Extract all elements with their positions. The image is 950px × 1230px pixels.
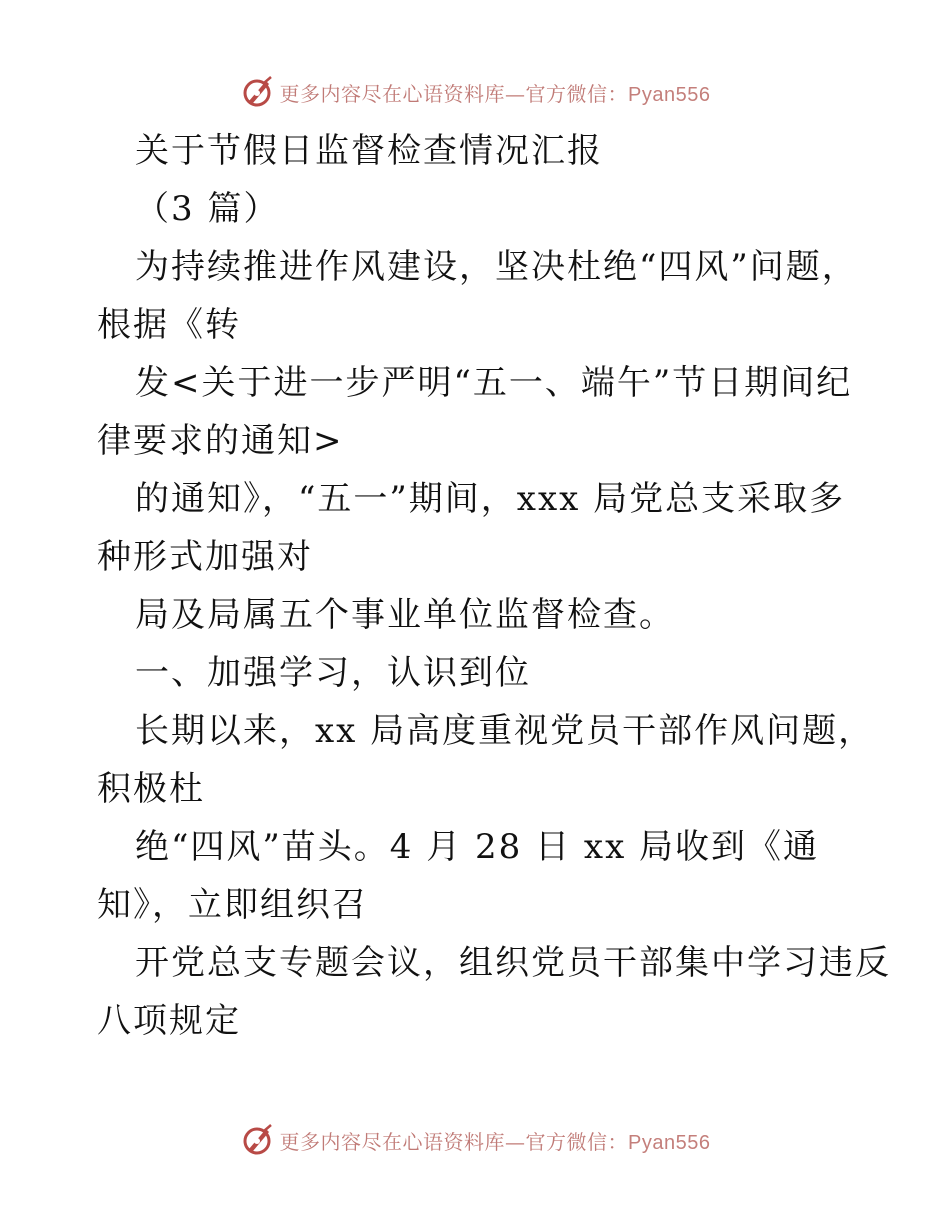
paragraph-line: 长期以来，xx 局高度重视党员干部作风问题，	[135, 711, 875, 751]
paragraph-line: 为持续推进作风建设，坚决杜绝“四风”问题，	[135, 247, 858, 287]
watermark-text	[280, 1126, 711, 1155]
paragraph-line: 种形式加强对	[97, 537, 313, 577]
paragraph-line: 局及局属五个事业单位监督检查。	[135, 595, 675, 635]
watermark-slogan: 更多内容尽在心语资料库	[279, 81, 506, 106]
quill-pen-logo-icon	[240, 75, 274, 109]
watermark-wechat-id: Pyan556	[628, 83, 711, 106]
paragraph-line: 的通知》，“五一”期间，xxx 局党总支采取多	[135, 479, 846, 519]
watermark-slogan: 更多内容尽在心语资料库	[279, 1129, 506, 1154]
quill-pen-logo-icon	[240, 1123, 274, 1157]
paragraph-line: 开党总支专题会议，组织党员干部集中学习违反	[135, 943, 891, 983]
paragraph-line: 发<关于进一步严明“五一、端午”节日期间纪	[135, 363, 853, 403]
watermark-header	[0, 72, 950, 112]
document-body	[97, 122, 891, 1050]
paragraph-line: 根据《转	[97, 305, 241, 345]
watermark-separator: —	[505, 1129, 526, 1154]
watermark-text	[280, 78, 711, 107]
section-heading: 一、加强学习，认识到位	[135, 653, 531, 693]
watermark-separator: —	[505, 81, 526, 106]
paragraph-line: 知》，立即组织召	[97, 885, 368, 925]
paragraph-line: 积极杜	[97, 769, 205, 809]
document-subtitle: （3 篇）	[135, 189, 280, 229]
watermark-wechat-label: 官方微信：	[525, 1129, 629, 1154]
paragraph-line: 律要求的通知>	[97, 421, 344, 461]
paragraph-line: 八项规定	[97, 1001, 241, 1041]
watermark-wechat-label: 官方微信：	[525, 81, 629, 106]
document-title: 关于节假日监督检查情况汇报	[135, 131, 603, 171]
paragraph-line: 绝“四风”苗头。4 月 28 日 xx 局收到《通	[135, 827, 820, 867]
watermark-wechat-id: Pyan556	[628, 1131, 711, 1154]
watermark-footer	[0, 1120, 950, 1160]
